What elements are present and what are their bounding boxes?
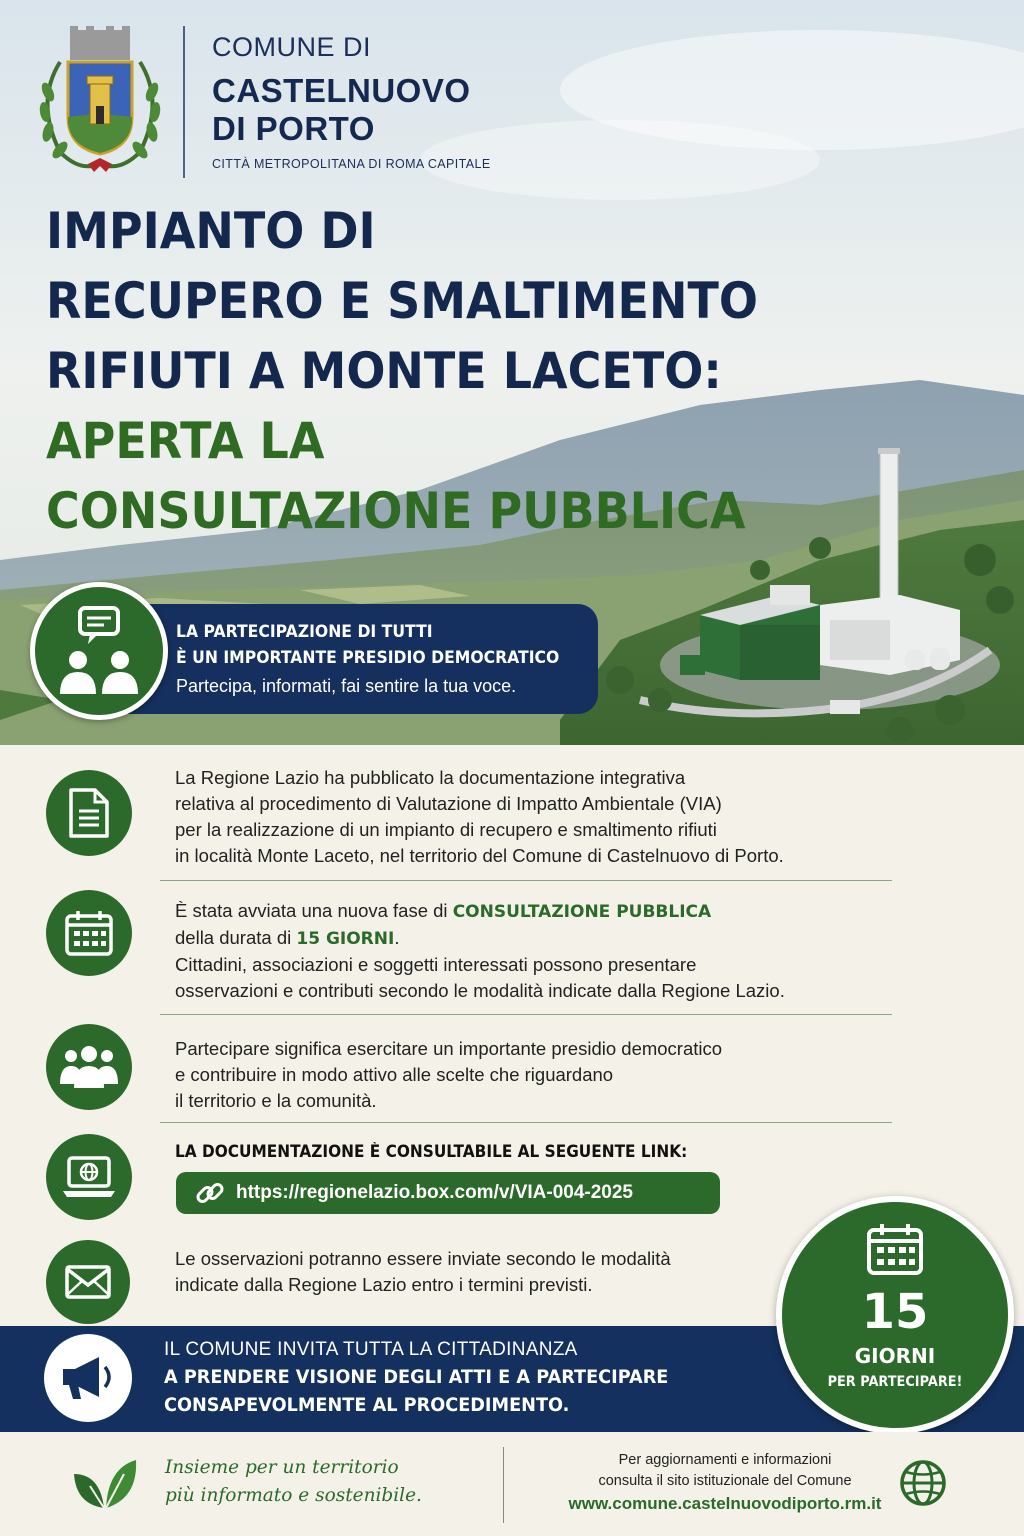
row-divider <box>160 880 892 881</box>
footer-slogan <box>165 1454 422 1510</box>
documentation-link-button[interactable] <box>176 1172 720 1214</box>
observations-text <box>175 1246 671 1298</box>
cta-line-2: A PRENDERE VISIONE DEGLI ATTI E A PARTECIPARE <box>164 1366 669 1388</box>
consultation-line-1: È stata avviata una nuova fase di CONSULTAZIONE PUBBLICA <box>175 900 712 922</box>
calendar-icon <box>64 909 114 957</box>
consultation-highlight: CONSULTAZIONE PUBBLICA <box>452 902 712 922</box>
badge-line-2: PER PARTECIPARE! <box>827 1374 963 1390</box>
calendar-icon <box>866 1222 924 1276</box>
consultation-text <box>175 898 785 1004</box>
comune-name-line-2: DI PORTO <box>212 110 375 147</box>
duration-highlight: 15 GIORNI <box>296 929 395 949</box>
documentation-line-1: La Regione Lazio ha pubblicato la documentazione integrativa <box>175 767 686 788</box>
participation-line-2: e contribuire in modo attivo alle scelte che riguardano <box>175 1064 614 1085</box>
envelope-icon <box>65 1265 111 1299</box>
footer-divider <box>503 1447 504 1523</box>
comune-name <box>212 72 471 148</box>
documentation-text <box>175 765 784 869</box>
row-divider <box>160 1122 892 1123</box>
footer-info-line-1: Per aggiornamenti e informazioni <box>618 1452 832 1468</box>
observations-line-1: Le osservazioni potranno essere inviate secondo le modalità <box>175 1248 671 1269</box>
megaphone-icon-circle <box>44 1334 132 1422</box>
consultation-line-2: della durata di 15 GIORNI. <box>175 927 400 949</box>
people-group-icon <box>59 1044 119 1090</box>
banner-icon-circle <box>30 582 168 720</box>
comune-name-line-1: CASTELNUOVO <box>212 72 471 109</box>
days-badge <box>776 1196 1014 1434</box>
title-line-3: RIFIUTI A MONTE LACETO: <box>46 342 722 400</box>
megaphone-icon <box>59 1353 117 1403</box>
row-divider <box>160 1014 892 1015</box>
envelope-icon-circle <box>46 1240 130 1324</box>
banner-line-2: È UN IMPORTANTE PRESIDIO DEMOCRATICO <box>176 648 560 668</box>
badge-line-1: GIORNI <box>854 1344 936 1368</box>
participation-line-3: il territorio e la comunità. <box>175 1090 377 1111</box>
comune-subtitle: CITTÀ METROPOLITANA DI ROMA CAPITALE <box>212 157 491 171</box>
badge-number: 15 <box>861 1284 929 1340</box>
link-heading: LA DOCUMENTAZIONE È CONSULTABILE AL SEGUENTE LINK: <box>175 1142 688 1161</box>
leaf-icon <box>70 1452 140 1512</box>
title-line-5: CONSULTAZIONE PUBBLICA <box>46 482 746 540</box>
municipal-crest-icon <box>30 22 170 182</box>
people-group-icon-circle <box>46 1024 132 1110</box>
footer-site-link[interactable]: www.comune.castelnuovodiporto.rm.it <box>568 1494 882 1513</box>
page-title <box>46 196 874 546</box>
documentation-line-3: per la realizzazione di un impianto di recupero e smaltimento rifiuti <box>175 819 717 840</box>
calendar-icon-circle <box>46 890 132 976</box>
consultation-line-3: Cittadini, associazioni e soggetti interessati possono presentare <box>175 954 697 975</box>
globe-icon <box>898 1458 948 1508</box>
slogan-line-1: Insieme per un territorio <box>165 1457 399 1478</box>
cta-line-1: IL COMUNE INVITA TUTTA LA CITTADINANZA <box>164 1339 578 1360</box>
banner-line-3: Partecipa, informati, fai sentire la tua voce. <box>176 676 517 696</box>
document-icon-circle <box>46 770 132 856</box>
cta-line-3: CONSAPEVOLMENTE AL PROCEDIMENTO. <box>164 1394 570 1416</box>
documentation-line-4: in località Monte Laceto, nel territorio del Comune di Castelnuovo di Porto. <box>175 845 784 866</box>
title-line-4: APERTA LA <box>46 412 325 470</box>
documentation-link-url[interactable]: https://regionelazio.box.com/v/VIA-004-2025 <box>236 1182 633 1203</box>
documentation-line-2: relativa al procedimento di Valutazione di Impatto Ambientale (VIA) <box>175 793 722 814</box>
header-divider <box>183 26 185 178</box>
banner-line-1: LA PARTECIPAZIONE DI TUTTI <box>176 622 433 642</box>
participation-line-1: Partecipare significa esercitare un importante presidio democratico <box>175 1038 723 1059</box>
chat-people-icon <box>52 604 146 698</box>
laptop-icon-circle <box>46 1134 132 1220</box>
slogan-line-2: più informato e sostenibile. <box>165 1485 422 1506</box>
comune-label: COMUNE DI <box>212 32 371 62</box>
link-icon <box>194 1177 226 1209</box>
title-line-1: IMPIANTO DI <box>46 202 376 260</box>
observations-line-2: indicate dalla Regione Lazio entro i termini previsti. <box>175 1274 593 1295</box>
document-icon <box>67 787 111 839</box>
laptop-globe-icon <box>61 1155 117 1199</box>
title-line-2: RECUPERO E SMALTIMENTO <box>46 272 758 330</box>
consultation-line-4: osservazioni e contributi secondo le modalità indicate dalla Regione Lazio. <box>175 980 785 1001</box>
participation-text <box>175 1036 722 1114</box>
footer-info-line-2: consulta il sito istituzionale del Comune <box>598 1473 852 1489</box>
